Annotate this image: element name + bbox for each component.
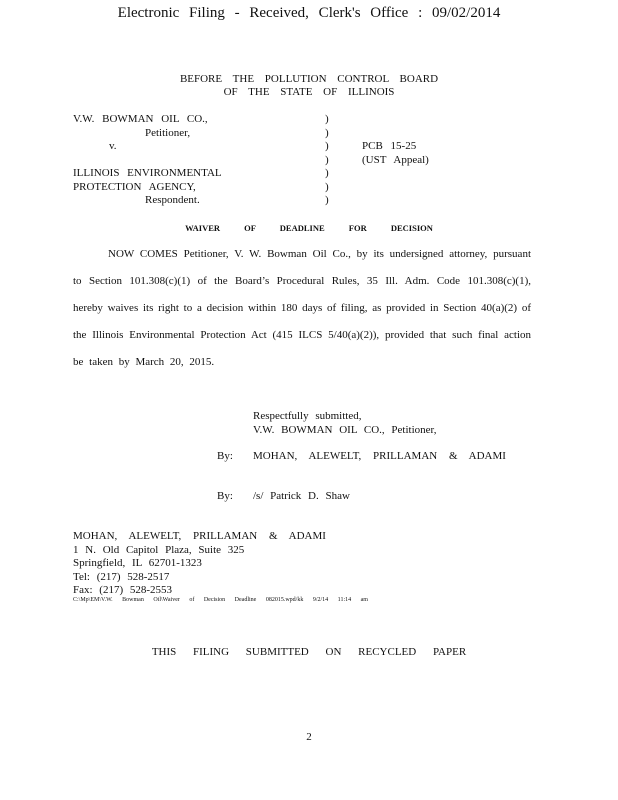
signature-closing: Respectfully submitted,	[253, 410, 362, 422]
paren: )	[325, 113, 329, 125]
filing-stamp: Electronic Filing - Received, Clerk's Office : 09/02/2014	[117, 5, 501, 21]
recycled-paper-note: THIS FILING SUBMITTED ON RECYCLED PAPER	[151, 646, 467, 658]
paren: )	[325, 180, 329, 193]
body-line: to Section 101.308(c)(1) of the Board’s Procedural Rules, 35 Ill. Adm. Code 101.308(c)(1),	[73, 275, 531, 287]
respondent-role: Respondent.	[145, 194, 200, 206]
firm-city: Springfield, IL 62701-1323	[73, 557, 202, 569]
petitioner-name: V.W. BOWMAN OIL CO.,	[73, 113, 208, 125]
page-number: 2	[306, 731, 312, 743]
court-name-line1: BEFORE THE POLLUTION CONTROL BOARD	[179, 73, 439, 85]
document-title: WAIVER OF DEADLINE FOR DECISION	[185, 223, 433, 233]
body-line: hereby waives its right to a decision within 180 days of filing, as provided in Section 40(a)(2) of	[73, 302, 531, 314]
case-type: (UST Appeal)	[362, 153, 429, 166]
petitioner-role: Petitioner,	[145, 126, 191, 139]
signer-name: /s/ Patrick D. Shaw	[253, 490, 350, 502]
case-number: PCB 15-25	[362, 140, 417, 152]
by-label: By:	[217, 450, 233, 462]
respondent-name-line1: ILLINOIS ENVIRONMENTAL	[73, 167, 222, 179]
firm-address-block	[73, 530, 326, 598]
paren: )	[325, 153, 329, 166]
file-path: C:\Mp\EM\V.W. Bowman Oil\Waiver of Decision Deadline 082015.wpd/kk 9/2/14 11:14 am	[73, 597, 368, 603]
by-label: By:	[217, 490, 233, 502]
body-line: NOW COMES Petitioner, V. W. Bowman Oil Co., by its undersigned attorney, pursuant	[108, 248, 531, 260]
firm-name: MOHAN, ALEWELT, PRILLAMAN & ADAMI	[73, 530, 326, 542]
body-line: the Illinois Environmental Protection Act (415 ILCS 5/40(a)(2)), provided that such final action	[73, 329, 531, 341]
caption-parentheses	[325, 113, 329, 208]
firm-phone: Tel: (217) 528-2517	[73, 570, 170, 583]
signature-party: V.W. BOWMAN OIL CO., Petitioner,	[253, 424, 437, 436]
signature-firm: MOHAN, ALEWELT, PRILLAMAN & ADAMI	[253, 450, 506, 462]
paren: )	[325, 167, 329, 179]
respondent-name-line2: PROTECTION AGENCY,	[73, 180, 196, 193]
paren: )	[325, 126, 329, 139]
paren: )	[325, 194, 329, 206]
court-name-line2: OF THE STATE OF ILLINOIS	[223, 86, 395, 98]
paren: )	[325, 140, 329, 152]
firm-street: 1 N. Old Capitol Plaza, Suite 325	[73, 543, 245, 556]
versus: v.	[109, 140, 117, 152]
firm-fax: Fax: (217) 528-2553	[73, 584, 173, 596]
body-line: be taken by March 20, 2015.	[73, 356, 215, 368]
